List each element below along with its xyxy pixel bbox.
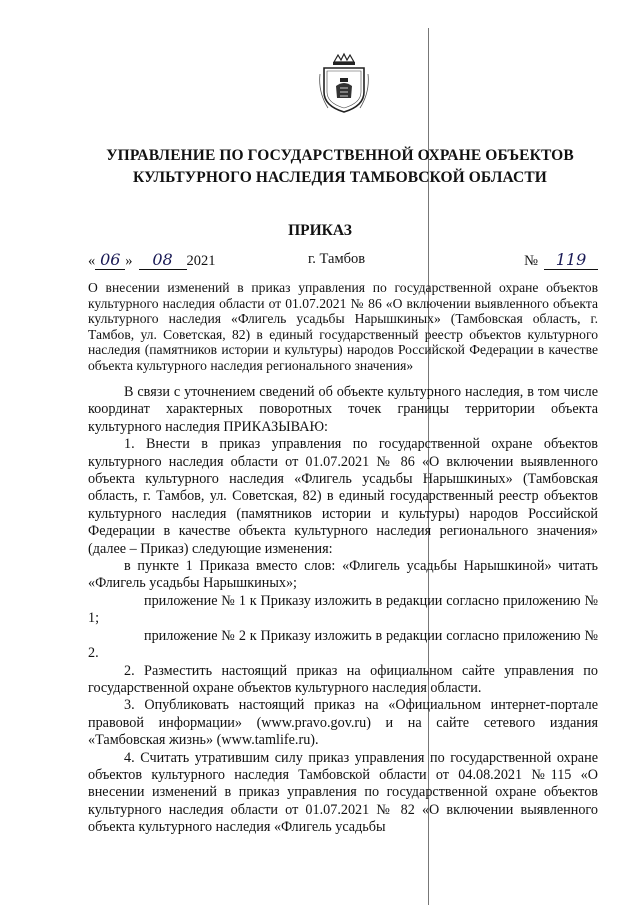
number-label: № (524, 253, 538, 269)
order-subject: О внесении изменений в приказ управления по государственной охране объектов культурного наследия области от 01.07.2021 № 86 «О включении выявленного объекта культурного наследия «Флигель усадьбы Нарышкиных» (Тамбовская область, г. Тамбов, ул. Советская, 82) в единый государственный реестр объектов культурного наследия (памятников истории и культуры) народов Российской Федерации в качестве объекта культурного наследия регионального значения» (88, 280, 598, 373)
order-date (88, 251, 216, 270)
order-meta-row (88, 251, 598, 277)
coat-of-arms-emblem (318, 52, 370, 114)
body-paragraph: 1. Внести в приказ управления по государственной охране объектов культурного наследия области от 01.07.2021 № 86 «О включении выявленного объекта культурного наследия «Флигель усадьбы Нарышкиных» (Тамбовская область, г. Тамбов, ул. Советская, 82) в единый государственный реестр объектов культурного наследия (памятников истории и культуры) народов Российской Федерации в качестве объекта культурного наследия регионального значения» (далее – Приказ) следующие изменения: (88, 436, 598, 557)
body-paragraph: в пункте 1 Приказа вместо слов: «Флигель усадьбы Нарышкиной» читать «Флигель усадьбы Нарышкиных»; (88, 558, 598, 592)
quote-close: » (125, 253, 133, 269)
date-day-handwritten: 06 (95, 251, 125, 270)
body-paragraph: В связи с уточнением сведений об объекте культурного наследия, в том числе координат характерных поворотных точек границы территории объекта культурного наследия ПРИКАЗЫВАЮ: (88, 384, 598, 435)
body-paragraph: 4. Считать утратившим силу приказ управления по государственной охране объектов культурного наследия Тамбовской области от 04.08.2021 №115 «О внесении изменений в приказ управления по государственной охране объектов культурного наследия области от 01.07.2021 № 82 «О включении выявленного объекта культурного наследия «Флигель усадьбы (88, 749, 598, 836)
order-number (524, 251, 598, 270)
order-body (88, 384, 598, 837)
number-handwritten: 119 (544, 251, 598, 270)
agency-title-line-2: КУЛЬТУРНОГО НАСЛЕДИЯ ТАМБОВСКОЙ ОБЛАСТИ (133, 169, 547, 186)
body-paragraph: 2. Разместить настоящий приказ на официальном сайте управления по государственной охране объектов культурного наследия области. (88, 662, 598, 696)
date-year: 2021 (186, 253, 216, 269)
body-paragraph: приложение № 1 к Приказу изложить в редакции согласно приложению № 1; (88, 592, 598, 627)
date-month-handwritten: 08 (139, 251, 187, 270)
body-paragraph: 3. Опубликовать настоящий приказ на «Официальном интернет-портале правовой информации» (www.pravo.gov.ru) и на сайте сетевого издания «Тамбовская жизнь» (www.tamlife.ru). (88, 697, 598, 749)
order-city: г. Тамбов (308, 251, 366, 267)
agency-title (60, 145, 620, 189)
body-paragraph: приложение № 2 к Приказу изложить в редакции согласно приложению № 2. (88, 627, 598, 662)
agency-title-line-1: УПРАВЛЕНИЕ ПО ГОСУДАРСТВЕННОЙ ОХРАНЕ ОБЪЕКТОВ (106, 147, 574, 164)
quote-open: « (88, 253, 96, 269)
order-title: ПРИКАЗ (288, 222, 352, 239)
